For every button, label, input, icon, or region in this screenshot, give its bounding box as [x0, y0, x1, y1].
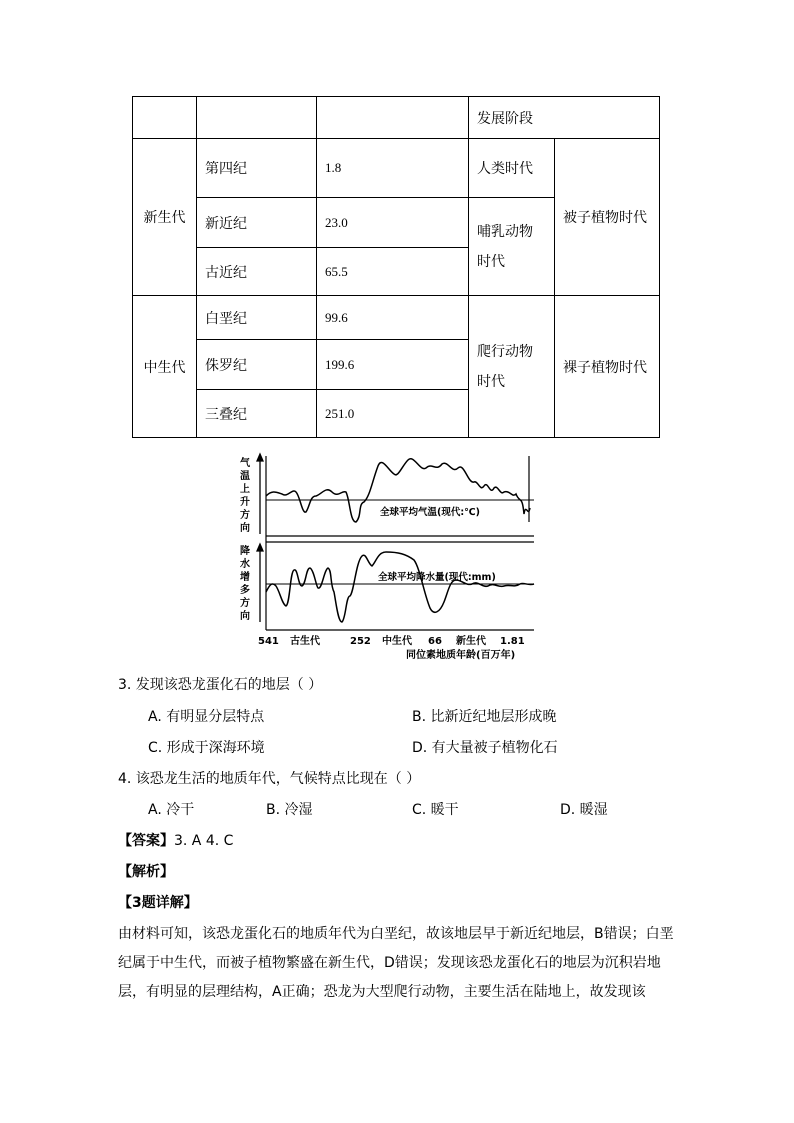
x-axis-title: 同位素地质年龄(百万年): [406, 650, 516, 660]
era-cell: 新生代: [133, 139, 197, 296]
svg-text:66: 66: [428, 636, 442, 647]
answer-label: 【答案】: [118, 833, 174, 849]
animal-stage-cell: 人类时代: [469, 139, 555, 198]
period-cell: 第四纪: [197, 139, 317, 198]
period-cell: 白垩纪: [197, 296, 317, 340]
precip-axis-label: [240, 544, 250, 622]
q3-option-d: D. 有大量被子植物化石: [412, 740, 558, 756]
answer-text: 3. A 4. C: [174, 833, 234, 849]
temp-line-label: 全球平均气温(现代:℃): [380, 507, 480, 518]
svg-text:增: 增: [240, 572, 250, 583]
table-row: [133, 139, 660, 198]
svg-text:541: 541: [258, 636, 279, 647]
table-row: [133, 296, 660, 340]
svg-text:古生代: 古生代: [290, 636, 320, 647]
question-3-stem: 3. 发现该恐龙蛋化石的地层（ ）: [118, 677, 323, 693]
header-cell: [197, 97, 317, 139]
svg-text:温: 温: [240, 471, 250, 482]
x-axis-ticks: [258, 634, 525, 647]
detail-paragraph: 由材料可知，该恐龙蛋化石的地质年代为白垩纪，故该地层早于新近纪地层，B错误；白垩纪属于中生代，而被子植物繁盛在新生代，D错误；发现该恐龙蛋化石的地层为沉积岩地层，有明显的层理结构，A正确；恐龙为大型爬行动物，主要生活在陆地上，故发现该: [118, 926, 674, 1000]
period-cell: 古近纪: [197, 248, 317, 296]
svg-text:向: 向: [240, 611, 250, 622]
animal-stage-cell: 哺乳动物时代: [469, 198, 555, 296]
svg-text:多: 多: [240, 585, 250, 596]
plot-frame: [266, 456, 534, 630]
age-cell: 251.0: [317, 390, 469, 438]
header-cell: [317, 97, 469, 139]
svg-text:上: 上: [240, 484, 250, 495]
table-header-row: [133, 97, 660, 139]
q4-option-b: B. 冷湿: [266, 802, 313, 818]
period-cell: 新近纪: [197, 198, 317, 248]
era-cell: 中生代: [133, 296, 197, 438]
age-cell: 199.6: [317, 340, 469, 390]
svg-text:252: 252: [350, 636, 371, 647]
svg-text:1.81: 1.81: [500, 636, 525, 647]
svg-text:水: 水: [240, 559, 250, 570]
age-cell: 1.8: [317, 139, 469, 198]
svg-text:方: 方: [240, 510, 250, 521]
header-cell: [133, 97, 197, 139]
analysis-label: 【解析】: [118, 864, 174, 880]
detail-label: 【3题详解】: [118, 895, 198, 911]
climate-history-figure: [238, 452, 538, 660]
svg-text:方: 方: [240, 598, 250, 609]
plant-stage-cell: 裸子植物时代: [555, 296, 660, 438]
plant-stage-cell: 被子植物时代: [555, 139, 660, 296]
question-4-stem: 4. 该恐龙生活的地质年代，气候特点比现在（ ）: [118, 771, 421, 787]
age-cell: 23.0: [317, 198, 469, 248]
geologic-time-table: [132, 96, 660, 438]
answer-line: [118, 830, 233, 850]
q3-option-a: A. 有明显分层特点: [148, 709, 265, 725]
svg-text:中生代: 中生代: [382, 636, 412, 647]
temp-axis-label: [240, 456, 251, 534]
age-cell: 65.5: [317, 248, 469, 296]
q4-option-a: A. 冷干: [148, 802, 195, 818]
precipitation-curve: [266, 552, 534, 622]
precip-line-label: 全球平均降水量(现代:mm): [378, 572, 496, 583]
age-cell: 99.6: [317, 296, 469, 340]
period-cell: 侏罗纪: [197, 340, 317, 390]
svg-text:向: 向: [240, 523, 250, 534]
header-cell-stage: 发展阶段: [469, 97, 660, 139]
axis-arrows: [257, 454, 263, 622]
svg-text:新生代: 新生代: [456, 636, 486, 647]
svg-text:升: 升: [240, 497, 250, 508]
q3-option-b: B. 比新近纪地层形成晚: [412, 709, 557, 725]
q4-option-d: D. 暖湿: [560, 802, 608, 818]
period-cell: 三叠纪: [197, 390, 317, 438]
q3-option-c: C. 形成于深海环境: [148, 740, 265, 756]
animal-stage-cell: 爬行动物时代: [469, 296, 555, 438]
svg-text:降: 降: [240, 546, 250, 557]
svg-text:气: 气: [240, 458, 250, 469]
q4-option-c: C. 暖干: [412, 802, 459, 818]
